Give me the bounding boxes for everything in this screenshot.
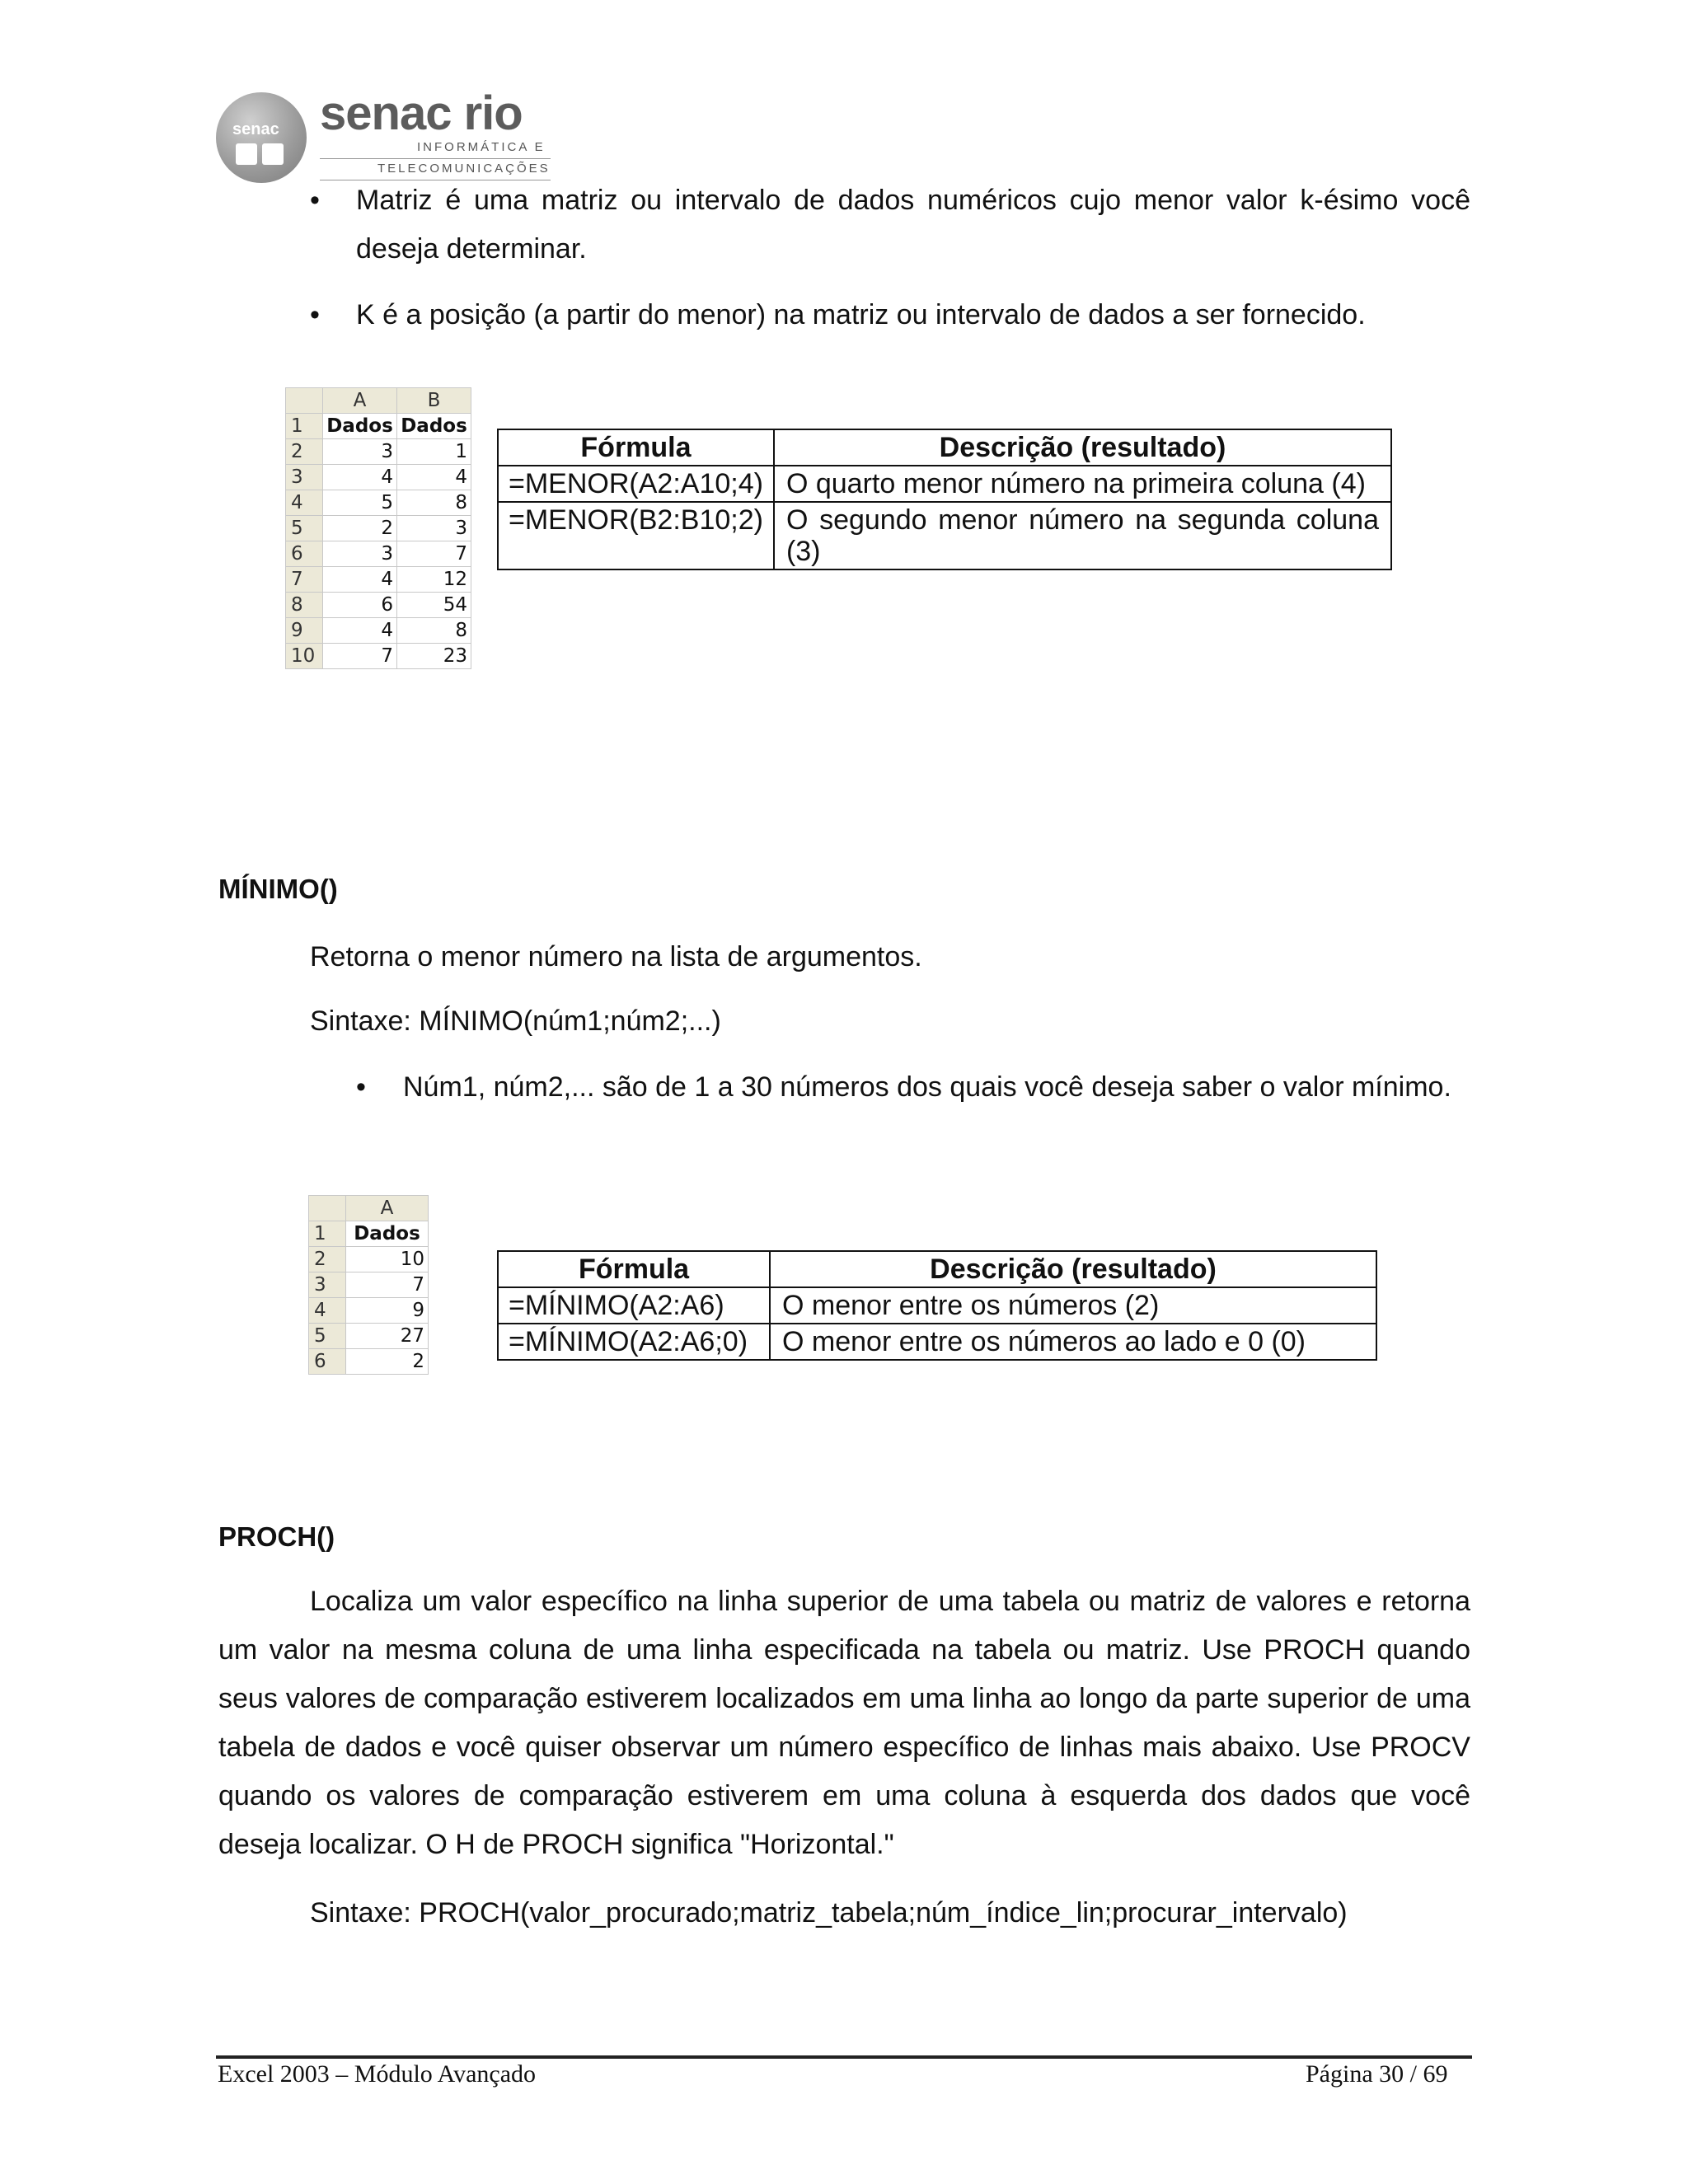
table-row (498, 1324, 1376, 1360)
formula-table-menor (497, 429, 1392, 570)
bullet-k: K é a posição (a partir do menor) na matriz ou intervalo de dados a ser fornecido. (356, 299, 1366, 330)
bullet-marker: • (356, 1071, 366, 1103)
formula-cell: =MÍNIMO(A2:A6;0) (498, 1324, 770, 1360)
section-title-minimo: MÍNIMO() (218, 874, 338, 904)
spreadsheet-minimo (308, 1195, 429, 1375)
table-row: 3 7 (309, 1272, 429, 1298)
table-row: 7 4 12 (286, 567, 471, 593)
column-header-description: Descrição (resultado) (774, 429, 1391, 466)
footer-document-title: Excel 2003 – Módulo Avançado (218, 2060, 537, 2088)
table-row (498, 466, 1391, 502)
spreadsheet-menor (285, 387, 471, 669)
emblem-text: senac (232, 120, 279, 138)
column-header-b: B (397, 388, 471, 414)
table-row: 2 3 1 (286, 439, 471, 465)
table-row (498, 502, 1391, 569)
column-header-formula: Fórmula (498, 429, 774, 466)
brand-tagline-1: INFORMÁTICA E (417, 140, 546, 154)
formula-cell: =MENOR(A2:A10;4) (498, 466, 774, 502)
senac-emblem-icon (216, 92, 307, 183)
table-row: 8 6 54 (286, 593, 471, 618)
proch-paragraph: Localiza um valor específico na linha superior de uma tabela ou matriz de valores e retorna um valor na mesma coluna de uma linha especificada na tabela ou matriz. Use PROCH quando seus valores de comparação estiverem localizados em uma linha ao longo da parte superior de uma tabela de dados e você quiser observar um número específico de linhas mais abaixo. Use PROCV quando os valores de comparação estiverem em uma coluna à esquerda dos dados que você deseja localizar. O H de PROCH significa "Horizontal." (218, 1586, 1470, 1860)
table-row: 4 5 8 (286, 490, 471, 516)
table-row: 3 4 4 (286, 465, 471, 490)
column-header-a: A (346, 1196, 429, 1221)
brand-tagline-2: TELECOMUNICAÇÕES (377, 162, 551, 176)
table-row: 6 3 7 (286, 541, 471, 567)
description-cell: O menor entre os números (2) (770, 1287, 1376, 1324)
table-row (498, 1287, 1376, 1324)
minimo-syntax: Sintaxe: MÍNIMO(núm1;núm2;...) (310, 1005, 721, 1037)
table-row: 4 9 (309, 1298, 429, 1324)
section-title-proch: PROCH() (218, 1521, 335, 1552)
formula-cell: =MENOR(B2:B10;2) (498, 502, 774, 569)
minimo-description: Retorna o menor número na lista de argumentos. (310, 941, 922, 972)
proch-syntax: Sintaxe: PROCH(valor_procurado;matriz_tabela;núm_índice_lin;procurar_intervalo) (310, 1897, 1348, 1929)
table-row: 1 Dados Dados (286, 414, 471, 439)
table-row: 2 10 (309, 1247, 429, 1272)
bullet-marker: • (310, 299, 320, 330)
senac-rio-logo (216, 89, 554, 180)
column-header-formula: Fórmula (498, 1251, 770, 1287)
footer-page-number: Página 30 / 69 (1306, 2060, 1448, 2088)
table-row: 5 27 (309, 1324, 429, 1349)
formula-table-minimo (497, 1250, 1377, 1361)
bullet-matriz: Matriz é uma matriz ou intervalo de dados numéricos cujo menor valor k-ésimo você deseja determinar. (356, 185, 1470, 265)
table-row: 1 Dados (309, 1221, 429, 1247)
formula-cell: =MÍNIMO(A2:A6) (498, 1287, 770, 1324)
table-row: 6 2 (309, 1349, 429, 1375)
bullet-marker: • (310, 185, 320, 216)
table-row: 5 2 3 (286, 516, 471, 541)
description-cell: O segundo menor número na segunda coluna (3) (774, 502, 1391, 569)
minimo-bullet: Núm1, núm2,... são de 1 a 30 números dos quais você deseja saber o valor mínimo. (403, 1071, 1451, 1103)
table-row: 10 7 23 (286, 644, 471, 669)
column-header-description: Descrição (resultado) (770, 1251, 1376, 1287)
brand-name: senac rio (320, 87, 523, 140)
description-cell: O menor entre os números ao lado e 0 (0) (770, 1324, 1376, 1360)
description-cell: O quarto menor número na primeira coluna (4) (774, 466, 1391, 502)
table-row: 9 4 8 (286, 618, 471, 644)
footer-divider (216, 2055, 1472, 2059)
column-header-a: A (323, 388, 397, 414)
